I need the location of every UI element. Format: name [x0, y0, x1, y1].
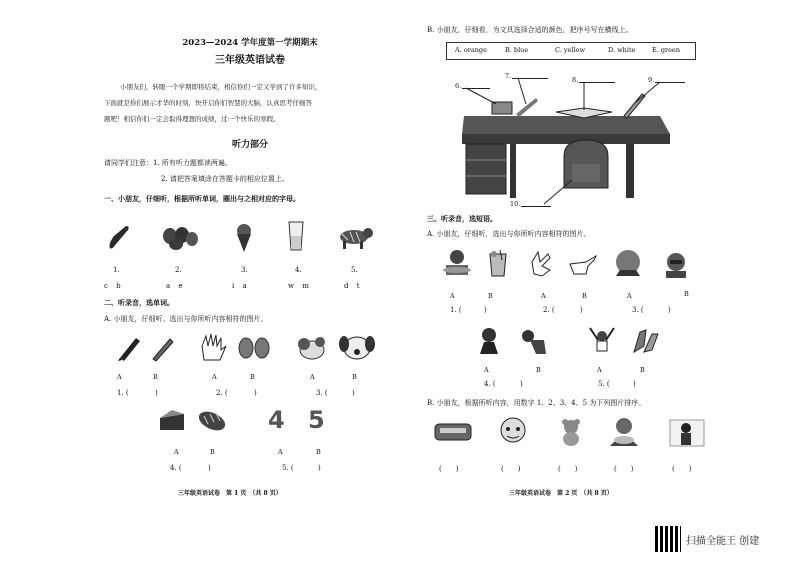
juice-icon: [484, 248, 512, 278]
order-answer-1[interactable]: ( ): [439, 465, 459, 473]
q2-answer-4-close: ): [208, 464, 211, 472]
hand-gesture-icon: [528, 250, 556, 278]
p2-b-title: B. 小朋友，仔细看，为文具选择合适的颜色，把序号写在横线上。: [427, 26, 633, 34]
q3-opt-a4[interactable]: A: [484, 366, 489, 374]
q3-opt-a3[interactable]: A: [627, 292, 632, 300]
desk-label-6: 6.: [455, 82, 462, 90]
q2-answer-5-close: ): [318, 464, 321, 472]
feet-icon: [236, 334, 272, 360]
q3-opt-b3[interactable]: B: [684, 290, 689, 298]
bending-girl-icon: [518, 326, 550, 356]
q2-answer-2-close: ): [254, 389, 257, 397]
intro-line-2: 下面就是你们展示才华的时刻，快开启你们智慧的大脑，认真思考仔细答: [104, 99, 312, 107]
clapping-hands-icon: [630, 326, 660, 356]
q2-opt-b2[interactable]: B: [250, 373, 255, 381]
order-answer-4[interactable]: ( ): [614, 465, 634, 473]
q3-title: 三、听录音，选短语。: [427, 214, 497, 223]
boy-face-icon: [496, 416, 530, 448]
girl-icon: [474, 326, 504, 356]
exam-title-year: 2023—2024 学年度第一学期期末: [182, 38, 318, 48]
pencil-case-icon: [432, 418, 474, 446]
pencil-icon: [150, 334, 176, 362]
section-listening-title: 听力部分: [231, 140, 268, 150]
notice-2: 2. 请把答案填涂在答题卡的相应位置上。: [161, 175, 289, 183]
q1-letters-2[interactable]: a e: [166, 282, 183, 290]
q3-b-title: B. 小朋友，根据所听内容，用数字 1、2、3、4、5 为下列图片排序。: [427, 399, 646, 407]
q3-opt-b5[interactable]: B: [640, 366, 645, 374]
bread-icon: [196, 408, 228, 434]
q2-answer-1-open[interactable]: 1. (: [117, 389, 129, 397]
q2-opt-b4[interactable]: B: [210, 448, 215, 456]
answer-blank-8[interactable]: [579, 82, 615, 83]
desk-label-10: 10.: [510, 200, 521, 208]
q1-number-5: 5.: [351, 266, 358, 274]
order-answer-5[interactable]: ( ): [672, 465, 692, 473]
boy-eating-icon: [440, 248, 474, 278]
q1-number-1: 1.: [113, 266, 120, 274]
cake-icon: [156, 408, 188, 434]
q3-opt-a2[interactable]: A: [541, 292, 546, 300]
q3-answer-4-open[interactable]: 4. (: [484, 380, 496, 388]
q3-answer-5-open[interactable]: 5. (: [598, 380, 610, 388]
hand-icon: [198, 332, 230, 362]
qr-code-icon: [655, 526, 681, 552]
q2-answer-3-close: ): [352, 389, 355, 397]
q2-opt-a1[interactable]: A: [117, 373, 122, 381]
answer-blank-9[interactable]: [655, 82, 685, 83]
q3-answer-5-close: ): [633, 380, 636, 388]
q2-answer-2-open[interactable]: 2. (: [216, 389, 228, 397]
q2-opt-a3[interactable]: A: [310, 373, 315, 381]
q2-title: 二、听录音，选单词。: [104, 298, 174, 307]
page1-footer: 三年级英语试卷 第 1 页 （共 8 页）: [178, 490, 282, 497]
q3-opt-a1[interactable]: A: [450, 292, 455, 300]
q3-answer-1-close: ): [484, 306, 487, 314]
boy-arms-up-icon: [588, 326, 616, 356]
color-option-blue: B. blue: [505, 46, 529, 54]
color-option-white: D. white: [608, 46, 636, 54]
order-answer-3[interactable]: ( ): [558, 465, 578, 473]
q2-opt-a2[interactable]: A: [212, 373, 217, 381]
q3-answer-1-open[interactable]: 1. (: [450, 306, 462, 314]
q2-opt-a5[interactable]: A: [278, 448, 283, 456]
intro-line-3: 题吧！相信你们一定会取得理想的成绩，过一个快乐的寒假。: [104, 115, 280, 123]
q2-opt-b5[interactable]: B: [316, 448, 321, 456]
boy-at-board-icon: [668, 418, 706, 448]
tiger-icon: [334, 224, 374, 250]
notice-intro: 请同学们注意：1. 所有听力题都读两遍。: [104, 159, 232, 167]
eggs-icon: [160, 222, 200, 252]
q1-letters-1[interactable]: c b: [104, 282, 121, 290]
glass-icon: [286, 220, 306, 252]
q3-opt-b1[interactable]: B: [488, 292, 493, 300]
order-answer-2[interactable]: ( ): [501, 465, 521, 473]
q3-answer-3-close: ): [668, 306, 671, 314]
q3-answer-4-close: ): [520, 380, 523, 388]
number-four: 4: [268, 406, 285, 434]
desk-label-8: 8.: [572, 76, 579, 84]
q1-title: 一、小朋友，仔细听，根据所听单词，圈出与之相对应的字母。: [104, 194, 300, 203]
q1-number-4: 4.: [295, 266, 302, 274]
q3-opt-a5[interactable]: A: [597, 366, 602, 374]
q1-letters-4[interactable]: w m: [288, 282, 309, 290]
dog-face-icon: [338, 332, 376, 362]
q1-number-2: 2.: [175, 266, 182, 274]
q2-opt-b1[interactable]: B: [153, 373, 158, 381]
answer-blank-10[interactable]: [521, 206, 551, 207]
face-icon: [612, 248, 644, 278]
boy-eating-noodles-icon: [606, 416, 642, 448]
intro-line-1: 小朋友们，转眼一个学期即将结束，相信你们一定又学到了许多知识，: [120, 83, 322, 91]
q2-answer-1-close: ): [155, 389, 158, 397]
answer-blank-6[interactable]: [462, 88, 490, 89]
q1-letters-5[interactable]: d t: [344, 282, 360, 290]
ice-cream-icon: [232, 222, 256, 254]
q2-a-title: A. 小朋友，仔细听。选出与你所听内容相符的图片。: [104, 315, 268, 323]
q2-opt-b3[interactable]: B: [352, 373, 357, 381]
page2-footer: 三年级英语试卷 第 2 页 （共 8 页）: [509, 490, 613, 497]
q2-answer-5-open[interactable]: 5. (: [282, 464, 294, 472]
teddy-bear-icon: [558, 418, 584, 446]
boy-waving-icon: [658, 250, 694, 278]
q3-a-title: A. 小朋友，仔细听，选出与你所听内容相符的图片。: [427, 230, 591, 238]
color-option-yellow: C. yellow: [555, 46, 586, 54]
cucumber-icon: [104, 222, 132, 252]
q2-answer-4-open[interactable]: 4. (: [170, 464, 182, 472]
answer-blank-7[interactable]: [512, 78, 548, 79]
dog-icon: [294, 334, 328, 362]
q3-answer-2-close: ): [580, 306, 583, 314]
desk-illustration: [456, 68, 676, 208]
q1-number-3: 3.: [241, 266, 248, 274]
q3-opt-b2[interactable]: B: [582, 292, 587, 300]
desk-label-9: 9.: [648, 76, 655, 84]
desk-label-7: 7.: [505, 72, 512, 80]
q2-answer-3-open[interactable]: 3. (: [316, 389, 328, 397]
pen-icon: [116, 334, 142, 362]
watermark-text: 扫描全能王 创建: [686, 536, 760, 547]
pointing-hand-icon: [568, 250, 598, 278]
q3-answer-3-open[interactable]: 3. (: [632, 306, 644, 314]
q2-opt-a4[interactable]: A: [174, 448, 179, 456]
number-five: 5: [308, 406, 325, 434]
color-option-orange: A. orange: [455, 46, 487, 54]
q3-opt-b4[interactable]: B: [536, 366, 541, 374]
q3-answer-2-open[interactable]: 2. (: [543, 306, 555, 314]
color-option-green: E. green: [652, 46, 681, 54]
q1-letters-3[interactable]: i a: [232, 282, 247, 290]
exam-title-subject: 三年级英语试卷: [215, 55, 285, 66]
